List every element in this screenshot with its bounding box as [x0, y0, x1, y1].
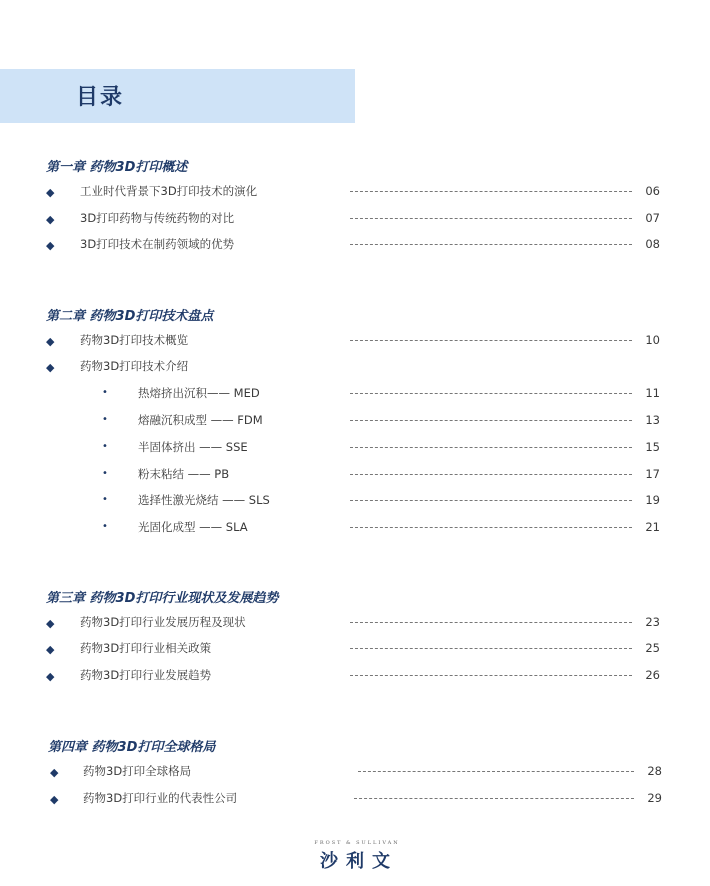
toc-entry-label: 药物3D打印行业发展历程及现状: [80, 615, 246, 629]
diamond-icon: ◆: [46, 239, 55, 252]
toc-entry[interactable]: [0, 641, 710, 659]
diamond-icon: ◆: [46, 643, 55, 656]
dot-icon: •: [102, 494, 108, 505]
logo-english-text: FROST & SULLIVAN: [314, 840, 400, 846]
toc-entry-page: 29: [647, 791, 662, 805]
dotted-leader: [350, 527, 632, 528]
dot-icon: •: [102, 441, 108, 452]
toc-entry-page: 17: [645, 467, 660, 481]
dotted-leader: [350, 447, 632, 448]
dot-icon: •: [102, 414, 108, 425]
dotted-leader: [350, 648, 632, 649]
toc-entry-page: 07: [645, 211, 660, 225]
toc-entry[interactable]: [0, 791, 710, 809]
logo-chinese-text: 沙利文: [320, 851, 398, 872]
dotted-leader: [350, 218, 632, 219]
chapter-1-heading: 第一章 药物3D打印概述: [46, 160, 188, 175]
dot-icon: •: [102, 468, 108, 479]
dotted-leader: [350, 393, 632, 394]
toc-entry-label: 3D打印药物与传统药物的对比: [80, 211, 235, 225]
toc-entry-page: 26: [645, 668, 660, 682]
dotted-leader: [350, 500, 632, 501]
dotted-leader: [358, 771, 634, 772]
toc-entry-page: 28: [647, 764, 662, 778]
page-title: 目录: [76, 85, 125, 110]
dotted-leader: [350, 622, 632, 623]
toc-entry[interactable]: [0, 184, 710, 202]
diamond-icon: ◆: [46, 186, 55, 199]
toc-entry-label: 药物3D打印行业的代表性公司: [83, 791, 238, 805]
toc-entry-page: 19: [645, 493, 660, 507]
toc-entry-label: 粉末粘结 —— PB: [138, 467, 230, 481]
toc-entry[interactable]: [0, 764, 710, 782]
diamond-icon: ◆: [46, 213, 55, 226]
toc-subentry[interactable]: [0, 440, 710, 458]
toc-entry-page: 25: [645, 641, 660, 655]
diamond-icon: ◆: [50, 766, 59, 779]
toc-entry-page: 08: [645, 237, 660, 251]
toc-entry-label: 药物3D打印全球格局: [83, 764, 192, 778]
toc-entry-page: 15: [645, 440, 660, 454]
toc-entry-label: 药物3D打印技术概览: [80, 333, 189, 347]
diamond-icon: ◆: [46, 335, 55, 348]
diamond-icon: ◆: [46, 361, 55, 374]
toc-subentry[interactable]: [0, 467, 710, 485]
toc-entry-label: 工业时代背景下3D打印技术的演化: [80, 184, 258, 198]
diamond-icon: ◆: [50, 793, 59, 806]
diamond-icon: ◆: [46, 670, 55, 683]
toc-entry[interactable]: [0, 333, 710, 351]
toc-entry-page: 10: [645, 333, 660, 347]
dotted-leader: [350, 191, 632, 192]
toc-entry-page: 23: [645, 615, 660, 629]
toc-subentry[interactable]: [0, 520, 710, 538]
dot-icon: •: [102, 521, 108, 532]
toc-entry-page: 11: [645, 386, 660, 400]
toc-entry-label: 药物3D打印行业相关政策: [80, 641, 212, 655]
dotted-leader: [350, 474, 632, 475]
toc-entry-label: 半固体挤出 —— SSE: [138, 440, 248, 454]
toc-entry-label: 3D打印技术在制药领域的优势: [80, 237, 235, 251]
dotted-leader: [350, 340, 632, 341]
dotted-leader: [350, 420, 632, 421]
toc-entry[interactable]: [0, 668, 710, 686]
toc-entry-label: 药物3D打印行业发展趋势: [80, 668, 212, 682]
title-banner: [0, 69, 355, 123]
toc-subentry[interactable]: [0, 493, 710, 511]
dotted-leader: [350, 244, 632, 245]
toc-entry-label: 选择性激光烧结 —— SLS: [138, 493, 270, 507]
dot-icon: •: [102, 387, 108, 398]
dotted-leader: [350, 675, 632, 676]
toc-subentry[interactable]: [0, 386, 710, 404]
chapter-2-heading: 第二章 药物3D打印技术盘点: [46, 309, 214, 324]
toc-entry-page: 13: [645, 413, 660, 427]
toc-entry-page: 21: [645, 520, 660, 534]
toc-entry-label: 药物3D打印技术介绍: [80, 359, 189, 373]
toc-entry[interactable]: [0, 237, 710, 255]
toc-entry[interactable]: [0, 359, 710, 377]
toc-entry-page: 06: [645, 184, 660, 198]
toc-subentry[interactable]: [0, 413, 710, 431]
toc-entry-label: 热熔挤出沉积—— MED: [138, 386, 260, 400]
chapter-4-heading: 第四章 药物3D打印全球格局: [48, 740, 216, 755]
toc-entry[interactable]: [0, 615, 710, 633]
toc-entry-label: 熔融沉积成型 —— FDM: [138, 413, 263, 427]
frost-sullivan-logo: [0, 840, 710, 873]
chapter-3-heading: 第三章 药物3D打印行业现状及发展趋势: [46, 591, 279, 606]
toc-entry-label: 光固化成型 —— SLA: [138, 520, 248, 534]
diamond-icon: ◆: [46, 617, 55, 630]
toc-entry[interactable]: [0, 211, 710, 229]
dotted-leader: [354, 798, 634, 799]
